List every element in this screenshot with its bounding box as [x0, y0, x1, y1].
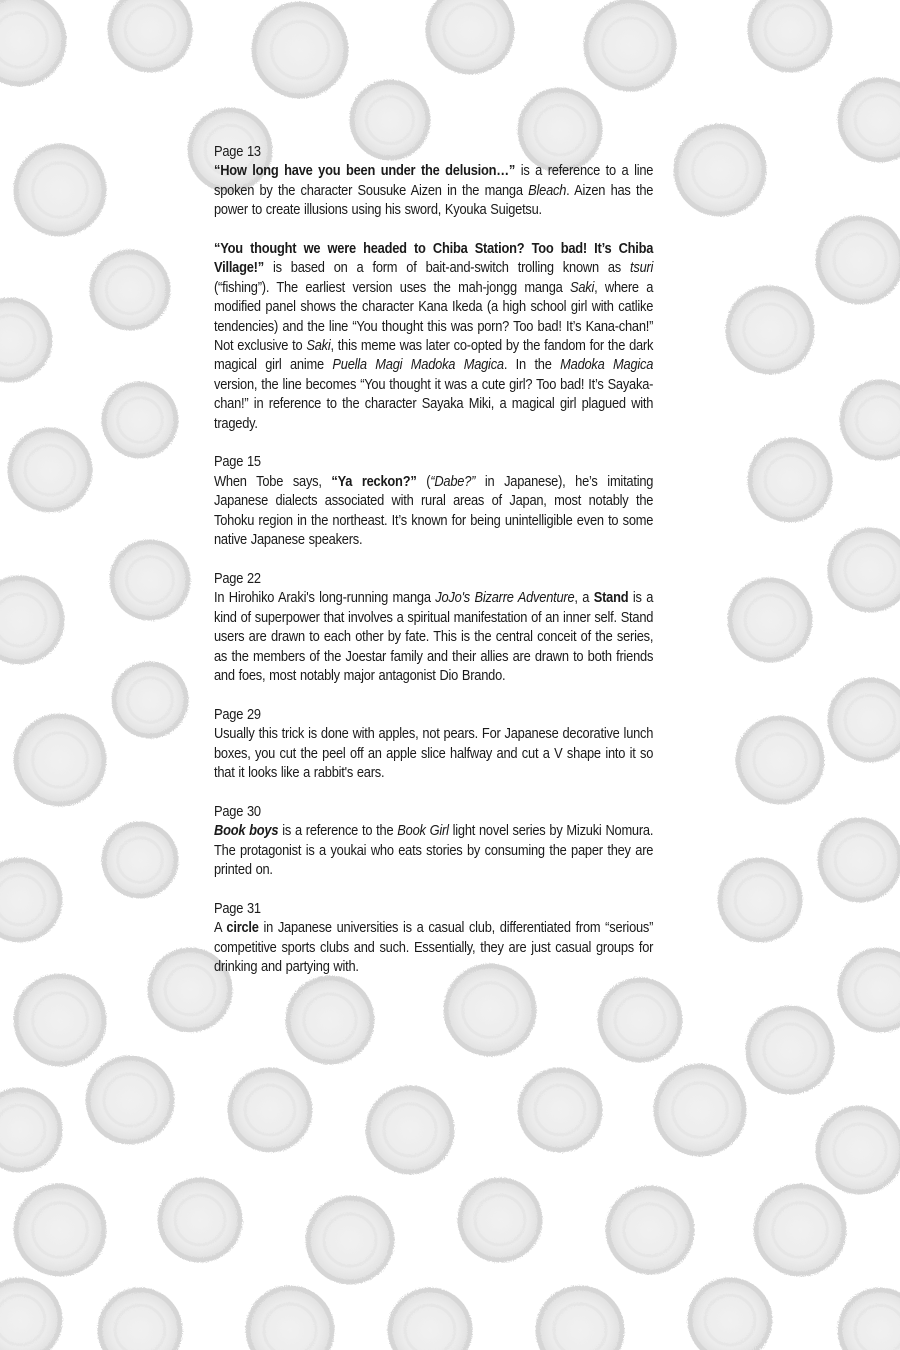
page-label: Page 22: [214, 570, 261, 587]
text-run: . In the: [503, 357, 561, 374]
text-run: , this meme was later co-opted by the fandom for the dark magical girl anime: [214, 338, 654, 374]
text-run: Puella Magi Madoka Magica: [332, 357, 504, 374]
text-run: Saki: [306, 338, 331, 355]
page-label: Page 13: [214, 144, 261, 160]
background-dot: [818, 1108, 900, 1192]
background-dot: [830, 530, 900, 610]
text-run: , where a modified panel shows the character Kana Ikeda (a high school girl with catlike tendencies) and the line “You thought this was porn? Too bad! It’s Kana-chan!” Not exclusive to: [214, 279, 654, 355]
text-run: Stand: [593, 590, 629, 607]
text-run: (: [416, 473, 431, 490]
background-dot: [0, 860, 60, 940]
background-dot: [748, 1008, 832, 1092]
page-label: Page 29: [214, 706, 261, 723]
background-dot: [0, 1280, 60, 1350]
text-run: is a reference to a line spoken by the character Sousuke Aizen in the manga: [214, 163, 654, 199]
background-dot: [656, 1066, 744, 1154]
text-run: version, the line becomes “You thought it was a cute girl? Too bad! It’s Sayaka-chan!” in reference to the character Sayaka Miki, a magical girl plagued with tragedy.: [214, 376, 654, 432]
text-run: “Ya reckon?”: [331, 473, 417, 490]
background-dot: [520, 1070, 600, 1150]
background-dot: [586, 1, 674, 89]
background-dot: [248, 1288, 332, 1350]
background-dot: [842, 382, 900, 458]
text-run: tsuri: [630, 260, 654, 277]
text-run: circle: [226, 920, 259, 937]
background-dot: [104, 384, 176, 456]
background-dot: [0, 578, 62, 662]
background-dot: [818, 218, 900, 302]
background-dot: [16, 976, 104, 1064]
note-paragraph: [214, 240, 653, 434]
background-dot: [820, 820, 900, 900]
background-dot: [840, 1290, 900, 1350]
note-paragraph: [214, 919, 653, 977]
text-run: is a reference to the: [278, 823, 398, 840]
background-dot: [676, 126, 764, 214]
background-dot: [88, 1058, 172, 1142]
text-run: , a: [574, 590, 594, 607]
text-run: In Hirohiko Araki's long-running manga: [214, 590, 436, 607]
background-dot: [104, 824, 176, 896]
note-paragraph: [214, 589, 653, 686]
background-dot: [756, 1186, 844, 1274]
note-paragraph: [214, 822, 653, 880]
background-dot: [728, 288, 812, 372]
background-dot: [720, 860, 800, 940]
note-section: [214, 900, 653, 978]
text-run: Usually this trick is done with apples, not pears. For Japanese decorative lunch boxes, you cut the peel off an apple slice halfway and cut a V shape into it so that it looks like a rabbit's ears.: [214, 726, 654, 781]
background-dot: [608, 1188, 692, 1272]
page-label: Page 15: [214, 454, 261, 471]
text-run: A: [214, 920, 227, 937]
page-label: Page 31: [214, 900, 261, 917]
note-paragraph: [214, 162, 653, 220]
note-section: [214, 570, 653, 686]
background-dot: [92, 252, 168, 328]
background-dot: [10, 430, 90, 510]
background-dot: [112, 542, 188, 618]
note-section: [214, 706, 653, 784]
background-dot: [16, 1186, 104, 1274]
text-run: Book boys: [214, 823, 279, 840]
text-run: is based on a form of bait-and-switch trolling known as: [263, 260, 631, 277]
note-section: [214, 803, 653, 881]
background-dot: [254, 4, 346, 96]
background-dot: [738, 718, 822, 802]
note-paragraph: [214, 473, 653, 551]
background-dot: [230, 1070, 310, 1150]
background-dot: [750, 440, 830, 520]
background-dot: [16, 146, 104, 234]
text-run: (“fishing”). The earliest version uses the mah-jongg manga: [214, 279, 570, 296]
translation-notes: [214, 143, 653, 997]
text-run: “You thought we were headed to Chiba Station? Too bad! It’s Chiba Village!”: [214, 241, 654, 277]
background-dot: [16, 716, 104, 804]
background-dot: [390, 1290, 470, 1350]
background-dot: [830, 680, 900, 760]
text-run: “Dabe?”: [430, 473, 476, 490]
text-run: JoJo's Bizarre Adventure: [435, 590, 575, 607]
text-run: Book Girl: [397, 823, 449, 840]
background-dot: [690, 1280, 770, 1350]
note-section: [214, 453, 653, 550]
page-label: Page 30: [214, 803, 261, 820]
text-run: is a kind of superpower that involves a spiritual manifestation of an inner self. Stand users are drawn to each other by fate. This is the central conceit of the series, as the members of the Joestar family and their allies are drawn to both friends and foes, most notably major antagonist Dio Brando.: [214, 590, 654, 684]
text-run: Bleach: [528, 182, 567, 199]
background-dot: [308, 1198, 392, 1282]
note-paragraph: [214, 725, 653, 783]
background-dot: [0, 0, 64, 84]
background-dot: [160, 1180, 240, 1260]
background-dot: [840, 950, 900, 1030]
text-run: “How long have you been under the delusion…”: [214, 163, 516, 180]
text-run: in Japanese), he’s imitating Japanese dialects associated with rural areas of Japan, most notably the Tohoku region in the northeast. It’s known for being unintelligible even to some native Japanese speakers.: [214, 473, 654, 549]
background-dot: [538, 1288, 622, 1350]
note-section: [214, 143, 653, 434]
text-run: in Japanese universities is a casual club, differentiated from “serious” competitive sports clubs and such. Essentially, they are just casual groups for drinking and partying with.: [214, 920, 654, 975]
text-run: light novel series by Mizuki Nomura. The protagonist is a youkai who eats stories by consuming the paper they are printed on.: [214, 823, 654, 878]
background-dot: [460, 1180, 540, 1260]
background-dot: [114, 664, 186, 736]
background-dot: [730, 580, 810, 660]
background-dot: [100, 1290, 180, 1350]
text-run: When Tobe says,: [214, 473, 332, 490]
background-dot: [750, 0, 830, 70]
text-run: Saki: [569, 279, 595, 296]
background-dot: [428, 0, 512, 72]
text-run: . Aizen has the power to create illusions using his sword, Kyouka Suigetsu.: [214, 182, 654, 219]
background-dot: [0, 1090, 60, 1170]
text-run: Madoka Magica: [560, 357, 654, 374]
background-dot: [368, 1088, 452, 1172]
background-dot: [0, 300, 50, 380]
background-dot: [840, 80, 900, 160]
background-dot: [110, 0, 190, 70]
